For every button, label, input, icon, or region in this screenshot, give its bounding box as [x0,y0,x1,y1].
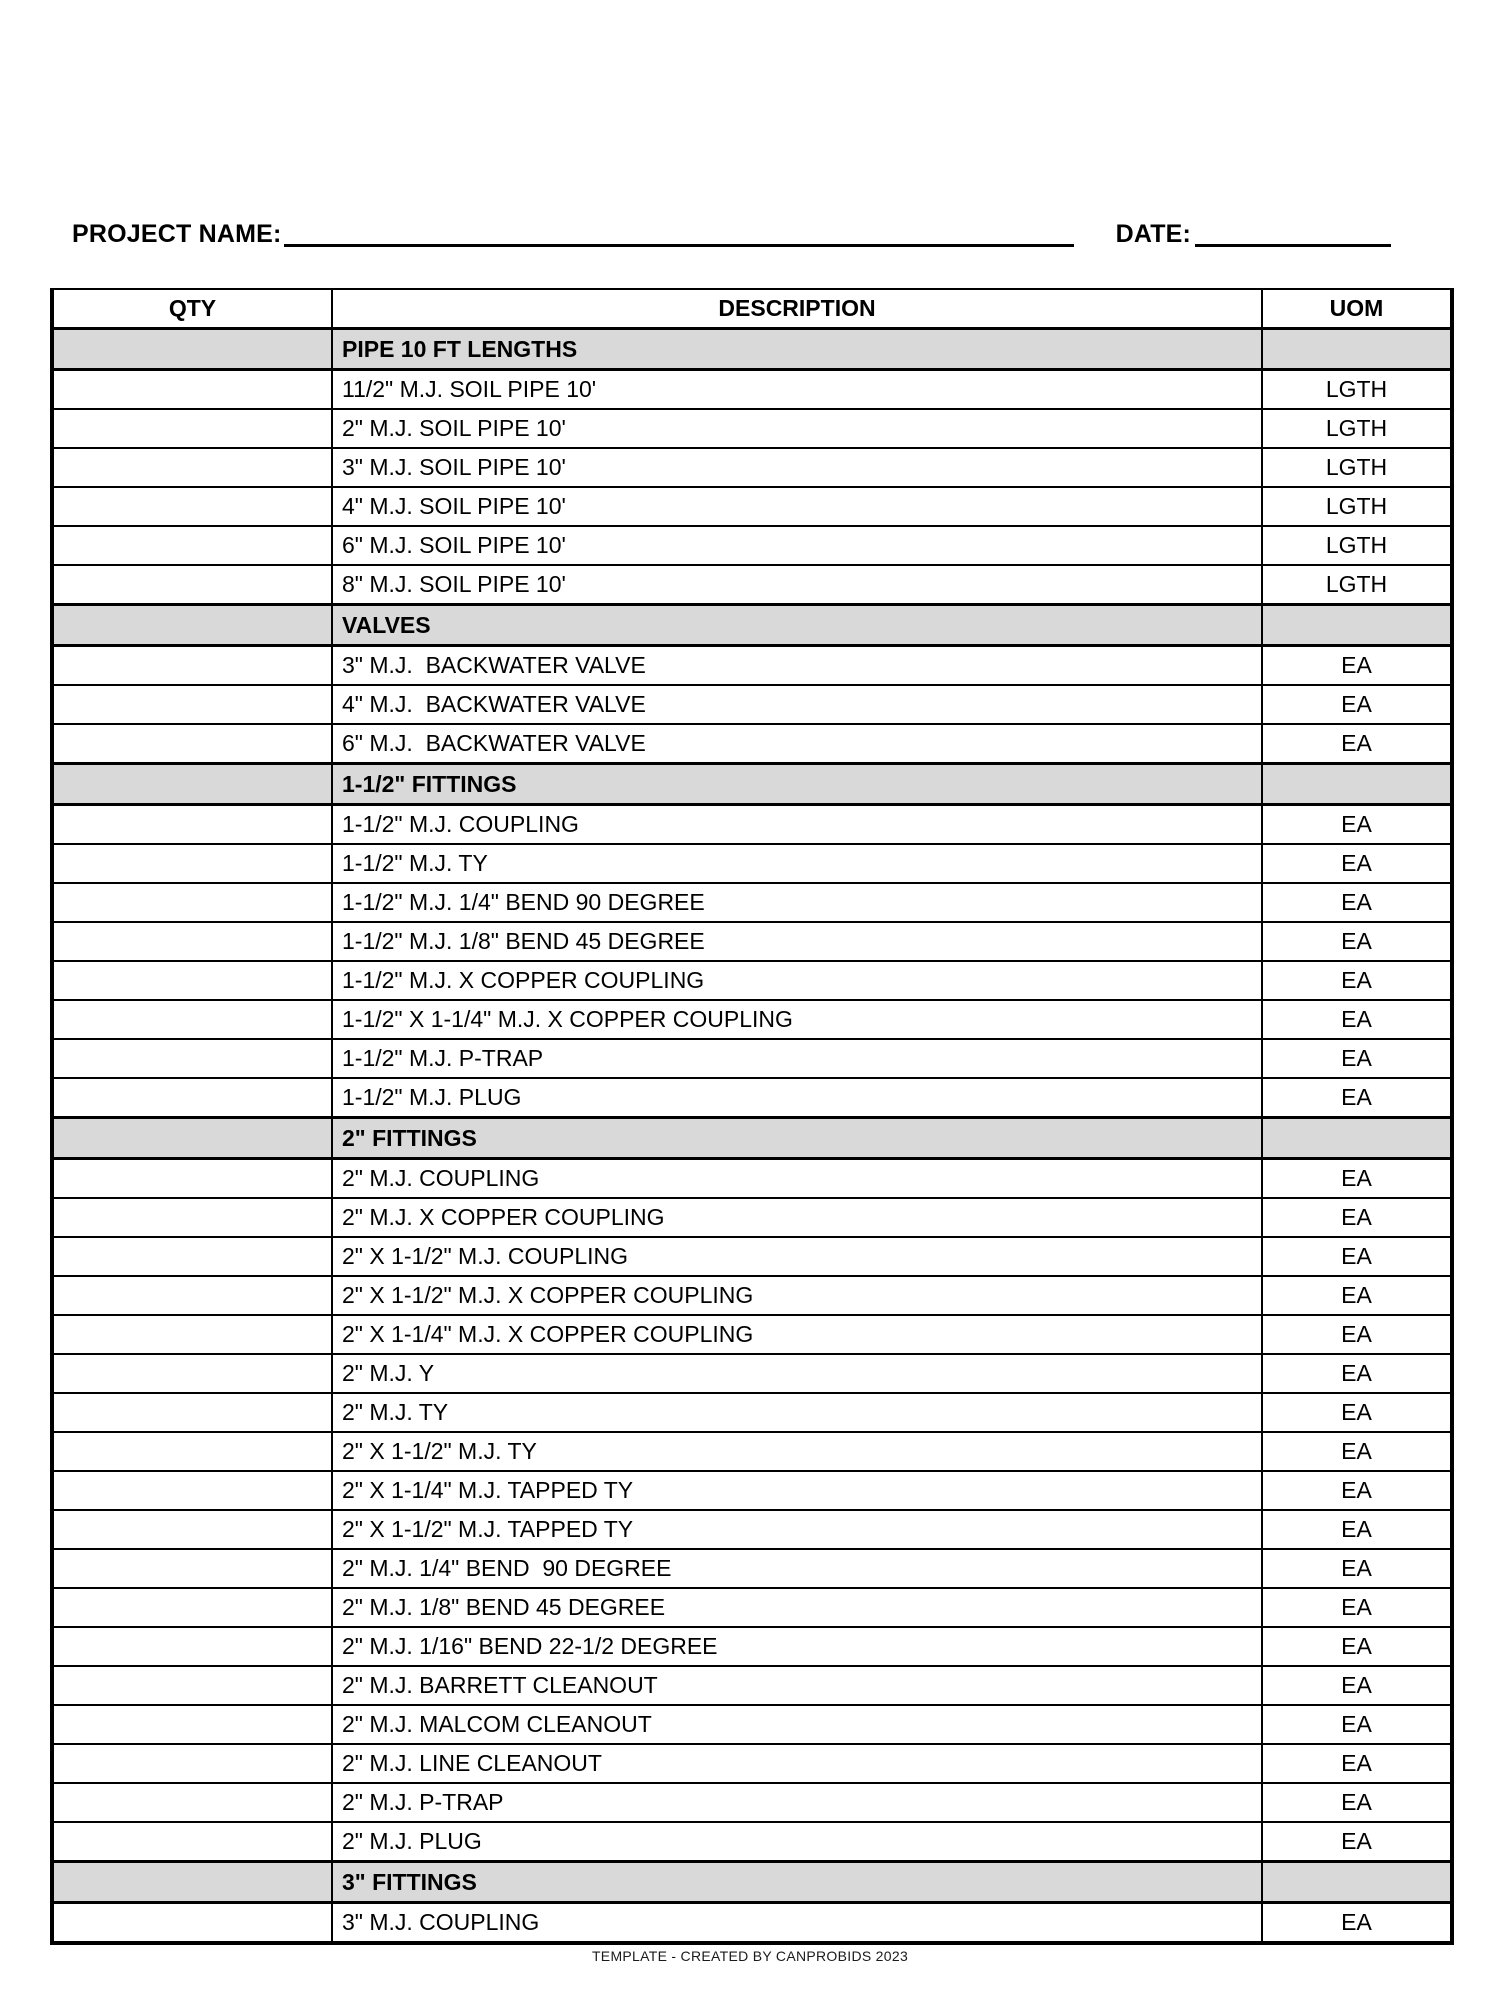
table-row [52,724,1452,764]
uom-cell: LGTH [1262,409,1452,448]
table-row [52,1354,1452,1393]
qty-cell[interactable] [52,1744,332,1783]
qty-cell[interactable] [52,1705,332,1744]
qty-cell[interactable] [52,1588,332,1627]
table-row [52,1744,1452,1783]
section-label: 1-1/2" FITTINGS [332,764,1262,805]
qty-cell[interactable] [52,1039,332,1078]
column-header-description: DESCRIPTION [332,289,1262,329]
footer-credit: TEMPLATE - CREATED BY CANPROBIDS 2023 [591,1948,909,1964]
table-row [52,1393,1452,1432]
description-cell: 2" M.J. COUPLING [332,1159,1262,1199]
date-field[interactable] [1195,243,1391,247]
description-cell: 2" M.J. 1/8" BEND 45 DEGREE [332,1588,1262,1627]
uom-cell: EA [1262,1198,1452,1237]
table-row [52,805,1452,845]
uom-cell: EA [1262,1393,1452,1432]
qty-cell[interactable] [52,1627,332,1666]
document-header [72,210,1462,250]
qty-cell[interactable] [52,1549,332,1588]
table-row [52,1588,1452,1627]
qty-cell[interactable] [52,844,332,883]
description-cell: 2" M.J. BARRETT CLEANOUT [332,1666,1262,1705]
qty-cell[interactable] [52,448,332,487]
qty-cell[interactable] [52,370,332,410]
table-row [52,1666,1452,1705]
table-row [52,1078,1452,1118]
table-row [52,1276,1452,1315]
uom-cell: EA [1262,1666,1452,1705]
section-label: 3" FITTINGS [332,1862,1262,1903]
qty-cell[interactable] [52,487,332,526]
uom-cell: EA [1262,1039,1452,1078]
description-cell: 2" M.J. SOIL PIPE 10' [332,409,1262,448]
takeoff-table [50,288,1454,1945]
uom-cell: EA [1262,961,1452,1000]
uom-cell: EA [1262,1549,1452,1588]
qty-cell[interactable] [52,1510,332,1549]
description-cell: 2" M.J. P-TRAP [332,1783,1262,1822]
description-cell: 2" M.J. LINE CLEANOUT [332,1744,1262,1783]
uom-cell: EA [1262,805,1452,845]
table-row [52,1822,1452,1862]
uom-cell: EA [1262,646,1452,686]
table-row [52,685,1452,724]
uom-cell: EA [1262,1159,1452,1199]
description-cell: 2" X 1-1/2" M.J. X COPPER COUPLING [332,1276,1262,1315]
description-cell: 4" M.J. BACKWATER VALVE [332,685,1262,724]
table-row [52,1315,1452,1354]
uom-cell: EA [1262,844,1452,883]
uom-cell [1262,1862,1452,1903]
description-cell: 2" M.J. PLUG [332,1822,1262,1862]
qty-cell[interactable] [52,565,332,605]
uom-cell [1262,605,1452,646]
uom-cell: EA [1262,1237,1452,1276]
table-row [52,961,1452,1000]
uom-cell: EA [1262,1744,1452,1783]
table-row [52,1471,1452,1510]
description-cell: 2" M.J. MALCOM CLEANOUT [332,1705,1262,1744]
description-cell: 2" X 1-1/2" M.J. TY [332,1432,1262,1471]
table-row [52,1000,1452,1039]
uom-cell [1262,329,1452,370]
qty-cell[interactable] [52,724,332,764]
description-cell: 1-1/2" X 1-1/4" M.J. X COPPER COUPLING [332,1000,1262,1039]
qty-cell[interactable] [52,1315,332,1354]
qty-cell [52,764,332,805]
qty-cell[interactable] [52,1237,332,1276]
qty-cell[interactable] [52,526,332,565]
uom-cell: EA [1262,1822,1452,1862]
uom-cell: LGTH [1262,370,1452,410]
description-cell: 1-1/2" M.J. X COPPER COUPLING [332,961,1262,1000]
table-header-row [52,289,1452,329]
uom-cell: EA [1262,1471,1452,1510]
description-cell: 6" M.J. SOIL PIPE 10' [332,526,1262,565]
uom-cell [1262,764,1452,805]
table-row [52,448,1452,487]
description-cell: 2" X 1-1/4" M.J. X COPPER COUPLING [332,1315,1262,1354]
description-cell: 2" M.J. 1/4" BEND 90 DEGREE [332,1549,1262,1588]
description-cell: 4" M.J. SOIL PIPE 10' [332,487,1262,526]
table-body [52,329,1452,1944]
section-label: VALVES [332,605,1262,646]
table-row [52,922,1452,961]
description-cell: 3" M.J. COUPLING [332,1903,1262,1944]
uom-cell: LGTH [1262,487,1452,526]
table-row [52,1627,1452,1666]
qty-cell[interactable] [52,1393,332,1432]
qty-cell[interactable] [52,1159,332,1199]
description-cell: 2" M.J. 1/16" BEND 22-1/2 DEGREE [332,1627,1262,1666]
qty-cell [52,1862,332,1903]
project-name-field[interactable] [284,243,1074,247]
description-cell: 11/2" M.J. SOIL PIPE 10' [332,370,1262,410]
qty-cell[interactable] [52,1783,332,1822]
uom-cell [1262,1118,1452,1159]
qty-cell [52,605,332,646]
section-header-row [52,1118,1452,1159]
qty-cell[interactable] [52,1276,332,1315]
uom-cell: EA [1262,1354,1452,1393]
uom-cell: EA [1262,1000,1452,1039]
uom-cell: EA [1262,922,1452,961]
uom-cell: EA [1262,883,1452,922]
table-row [52,1237,1452,1276]
table-row [52,1432,1452,1471]
section-label: 2" FITTINGS [332,1118,1262,1159]
section-header-row [52,329,1452,370]
qty-cell[interactable] [52,1000,332,1039]
uom-cell: EA [1262,1078,1452,1118]
column-header-uom: UOM [1262,289,1452,329]
table-row [52,1510,1452,1549]
qty-cell[interactable] [52,1471,332,1510]
table-row [52,409,1452,448]
description-cell: 1-1/2" M.J. 1/4" BEND 90 DEGREE [332,883,1262,922]
table-row [52,1549,1452,1588]
uom-cell: EA [1262,1627,1452,1666]
uom-cell: EA [1262,1510,1452,1549]
table-header [52,289,1452,329]
section-header-row [52,605,1452,646]
project-name-label: PROJECT NAME: [72,220,282,248]
qty-cell[interactable] [52,1078,332,1118]
description-cell: 1-1/2" M.J. TY [332,844,1262,883]
table-row [52,1039,1452,1078]
description-cell: 1-1/2" M.J. P-TRAP [332,1039,1262,1078]
uom-cell: EA [1262,724,1452,764]
column-header-qty: QTY [52,289,332,329]
description-cell: 1-1/2" M.J. PLUG [332,1078,1262,1118]
qty-cell[interactable] [52,922,332,961]
uom-cell: EA [1262,1903,1452,1944]
uom-cell: LGTH [1262,526,1452,565]
description-cell: 6" M.J. BACKWATER VALVE [332,724,1262,764]
description-cell: 3" M.J. BACKWATER VALVE [332,646,1262,686]
uom-cell: EA [1262,685,1452,724]
description-cell: 2" X 1-1/2" M.J. COUPLING [332,1237,1262,1276]
uom-cell: EA [1262,1783,1452,1822]
qty-cell[interactable] [52,1666,332,1705]
date-label: DATE: [1115,220,1192,248]
table-row [52,487,1452,526]
qty-cell [52,329,332,370]
qty-cell[interactable] [52,646,332,686]
qty-cell[interactable] [52,805,332,845]
section-header-row [52,1862,1452,1903]
table-row [52,1198,1452,1237]
description-cell: 1-1/2" M.J. 1/8" BEND 45 DEGREE [332,922,1262,961]
description-cell: 2" M.J. Y [332,1354,1262,1393]
description-cell: 8" M.J. SOIL PIPE 10' [332,565,1262,605]
uom-cell: EA [1262,1705,1452,1744]
uom-cell: LGTH [1262,565,1452,605]
qty-cell[interactable] [52,961,332,1000]
table-row [52,1705,1452,1744]
qty-cell[interactable] [52,1822,332,1862]
uom-cell: LGTH [1262,448,1452,487]
description-cell: 2" X 1-1/2" M.J. TAPPED TY [332,1510,1262,1549]
uom-cell: EA [1262,1315,1452,1354]
table-row [52,1159,1452,1199]
qty-cell[interactable] [52,1903,332,1944]
qty-cell[interactable] [52,1198,332,1237]
table-row [52,1783,1452,1822]
table-row [52,565,1452,605]
table-row [52,526,1452,565]
qty-cell[interactable] [52,883,332,922]
section-header-row [52,764,1452,805]
table-row [52,646,1452,686]
section-label: PIPE 10 FT LENGTHS [332,329,1262,370]
qty-cell [52,1118,332,1159]
table-row [52,883,1452,922]
uom-cell: EA [1262,1432,1452,1471]
qty-cell[interactable] [52,1432,332,1471]
uom-cell: EA [1262,1588,1452,1627]
table-row [52,1903,1452,1944]
qty-cell[interactable] [52,409,332,448]
description-cell: 1-1/2" M.J. COUPLING [332,805,1262,845]
description-cell: 2" X 1-1/4" M.J. TAPPED TY [332,1471,1262,1510]
qty-cell[interactable] [52,685,332,724]
description-cell: 2" M.J. X COPPER COUPLING [332,1198,1262,1237]
table-row [52,844,1452,883]
uom-cell: EA [1262,1276,1452,1315]
table-row [52,370,1452,410]
description-cell: 2" M.J. TY [332,1393,1262,1432]
description-cell: 3" M.J. SOIL PIPE 10' [332,448,1262,487]
qty-cell[interactable] [52,1354,332,1393]
